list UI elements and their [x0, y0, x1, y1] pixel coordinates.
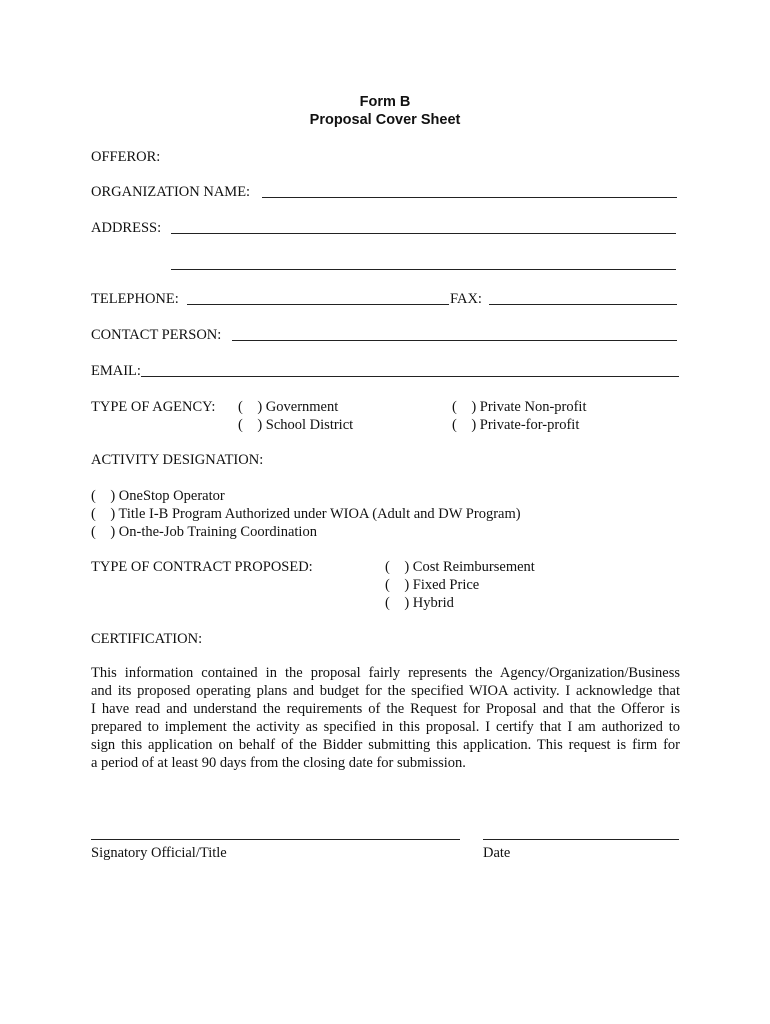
certification-line: This information contained in the proposal fairly represents the Agency/Organization/Business — [91, 665, 680, 681]
address-field-line-1[interactable] — [171, 233, 676, 234]
email-field[interactable] — [141, 376, 679, 377]
offeror-label: OFFEROR: — [91, 149, 161, 165]
date-signature-line[interactable] — [483, 839, 679, 840]
agency-option-private-nonprofit[interactable]: ( ) Private Non-profit — [452, 399, 587, 415]
fax-label: FAX: — [450, 291, 482, 307]
email-label: EMAIL: — [91, 363, 141, 379]
certification-label: CERTIFICATION: — [91, 631, 203, 647]
contract-option-cost-reimbursement[interactable]: ( ) Cost Reimbursement — [385, 559, 535, 575]
contract-type-label: TYPE OF CONTRACT PROPOSED: — [91, 559, 313, 575]
date-label: Date — [483, 845, 511, 861]
certification-line: I have read and understand the requirements of the Request for Proposal and that the Offeror is — [91, 701, 680, 717]
fax-field[interactable] — [489, 304, 677, 305]
form-label: Form B — [359, 94, 411, 110]
agency-option-school-district[interactable]: ( ) School District — [238, 417, 354, 433]
agency-option-government[interactable]: ( ) Government — [238, 399, 339, 415]
organization-name-field[interactable] — [262, 197, 677, 198]
signatory-official-label: Signatory Official/Title — [91, 845, 227, 861]
activity-option-ojt-coordination[interactable]: ( ) On-the-Job Training Coordination — [91, 524, 317, 540]
contract-option-hybrid[interactable]: ( ) Hybrid — [385, 595, 454, 611]
activity-option-title-ib-program[interactable]: ( ) Title I-B Program Authorized under WIOA (Adult and DW Program) — [91, 506, 521, 522]
certification-line: a period of at least 90 days from the closing date for submission. — [91, 755, 466, 771]
contact-person-label: CONTACT PERSON: — [91, 327, 222, 343]
address-label: ADDRESS: — [91, 220, 162, 236]
organization-name-label: ORGANIZATION NAME: — [91, 184, 251, 200]
page-title: Proposal Cover Sheet — [309, 112, 461, 128]
certification-paragraph — [91, 664, 680, 772]
contact-person-field[interactable] — [232, 340, 677, 341]
telephone-field[interactable] — [187, 304, 449, 305]
agency-option-private-for-profit[interactable]: ( ) Private-for-profit — [452, 417, 580, 433]
contract-option-fixed-price[interactable]: ( ) Fixed Price — [385, 577, 480, 593]
agency-type-label: TYPE OF AGENCY: — [91, 399, 216, 415]
address-field-line-2[interactable] — [171, 269, 676, 270]
certification-line: and its proposed operating plans and budget for the specified WIOA activity. I acknowledge that — [91, 683, 680, 699]
certification-line: prepared to implement the activity as specified in this proposal. I certify that I am authorized to — [91, 719, 680, 735]
telephone-label: TELEPHONE: — [91, 291, 179, 307]
activity-designation-label: ACTIVITY DESIGNATION: — [91, 452, 264, 468]
signatory-signature-line[interactable] — [91, 839, 460, 840]
activity-option-onestop-operator[interactable]: ( ) OneStop Operator — [91, 488, 225, 504]
certification-line: sign this application on behalf of the Bidder submitting this application. This request is firm for — [91, 737, 680, 753]
